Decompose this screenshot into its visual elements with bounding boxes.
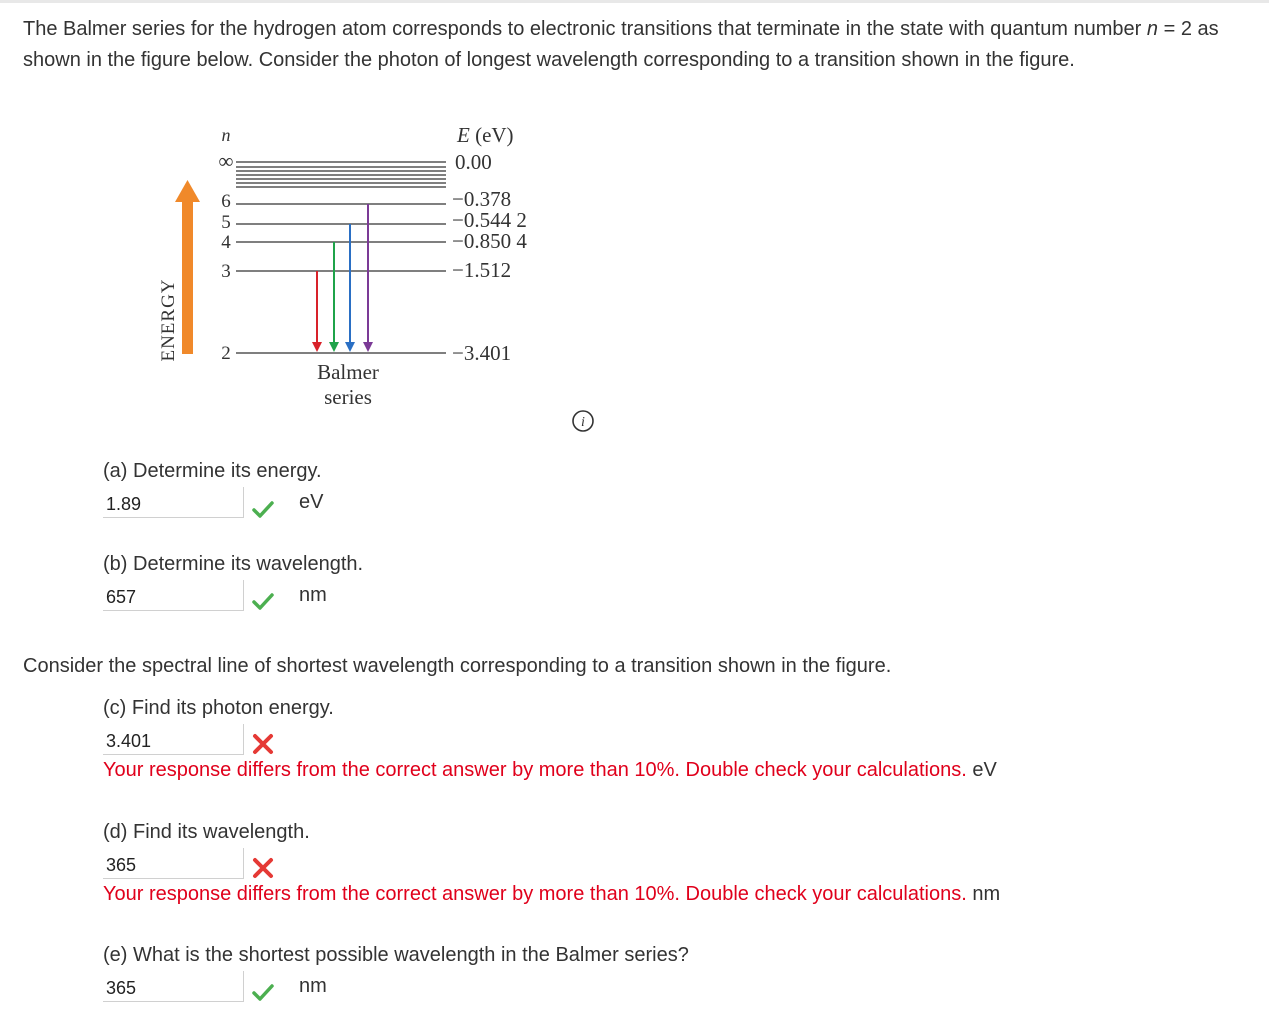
energy-value-3: −1.512	[452, 258, 512, 282]
question-a-label: (a) Determine its energy.	[103, 460, 322, 482]
n-label-6: 6	[221, 191, 231, 212]
energy-level-diagram	[150, 118, 570, 418]
transition-arrow-blue	[345, 224, 355, 352]
transition-arrow-green	[329, 242, 339, 352]
energy-values	[452, 150, 527, 365]
x-icon	[252, 733, 274, 755]
answer-b-unit: nm	[299, 584, 327, 606]
question-e-label: (e) What is the shortest possible wavelength in the Balmer series?	[103, 944, 689, 966]
error-message-c	[103, 759, 997, 782]
n-label-4: 4	[221, 232, 231, 253]
answer-d-input[interactable]	[103, 848, 244, 879]
energy-value-6: −0.378	[452, 187, 512, 211]
answer-c-input[interactable]	[103, 724, 244, 755]
energy-axis-label: ENERGY	[158, 278, 179, 362]
intro-text-1: The Balmer series for the hydrogen atom corresponds to electronic transitions that terminate in the state with quantum number	[23, 18, 1147, 40]
energy-value-2: −3.401	[452, 341, 512, 365]
question-d-label: (d) Find its wavelength.	[103, 821, 310, 843]
n-label-infinity: ∞	[218, 149, 234, 173]
answer-a-input[interactable]	[103, 487, 244, 518]
intro-variable: n	[1146, 18, 1159, 40]
answer-b-input[interactable]	[103, 580, 244, 611]
question-b-label: (b) Determine its wavelength.	[103, 553, 364, 575]
check-icon	[252, 591, 274, 613]
info-icon[interactable]	[571, 409, 595, 433]
energy-value-5: −0.544 2	[452, 208, 527, 232]
error-text-d: Your response differs from the correct answer by more than 10%. Double check your calculations.	[103, 883, 967, 905]
top-divider	[0, 0, 1269, 3]
answer-d-unit: nm	[972, 883, 1001, 905]
n-label-2: 2	[221, 343, 231, 364]
n-label-3: 3	[221, 261, 231, 282]
n-label-5: 5	[221, 212, 231, 233]
check-icon	[252, 499, 274, 521]
energy-value-infinity: 0.00	[455, 150, 492, 174]
error-message-d	[103, 883, 1000, 906]
problem-statement	[23, 14, 1263, 76]
n-header: n	[221, 125, 231, 145]
caption-series: series	[324, 385, 372, 409]
check-icon	[252, 982, 274, 1004]
question-c-label: (c) Find its photon energy.	[103, 697, 334, 719]
energy-header: E (eV)	[457, 123, 514, 147]
svg-text:i: i	[581, 415, 585, 430]
x-icon	[252, 857, 274, 879]
answer-c-unit: eV	[972, 759, 997, 781]
n-labels	[219, 149, 234, 364]
level-lines	[236, 162, 446, 353]
answer-e-unit: nm	[299, 975, 327, 997]
intro-text-2: = 2 as shown in the figure below. Consider the photon of longest wavelength corresponding to a transition shown in the figure.	[23, 18, 1219, 71]
answer-a-unit: eV	[299, 491, 324, 513]
error-text-c: Your response differs from the correct answer by more than 10%. Double check your calculations.	[103, 759, 967, 781]
caption-balmer: Balmer	[317, 360, 379, 384]
answer-e-input[interactable]	[103, 971, 244, 1002]
transition-arrow-purple	[363, 204, 373, 352]
transition-arrow-red	[312, 271, 322, 352]
energy-value-4: −0.850 4	[452, 229, 527, 253]
shortest-wavelength-prompt: Consider the spectral line of shortest wavelength corresponding to a transition shown in the figure.	[23, 655, 892, 677]
